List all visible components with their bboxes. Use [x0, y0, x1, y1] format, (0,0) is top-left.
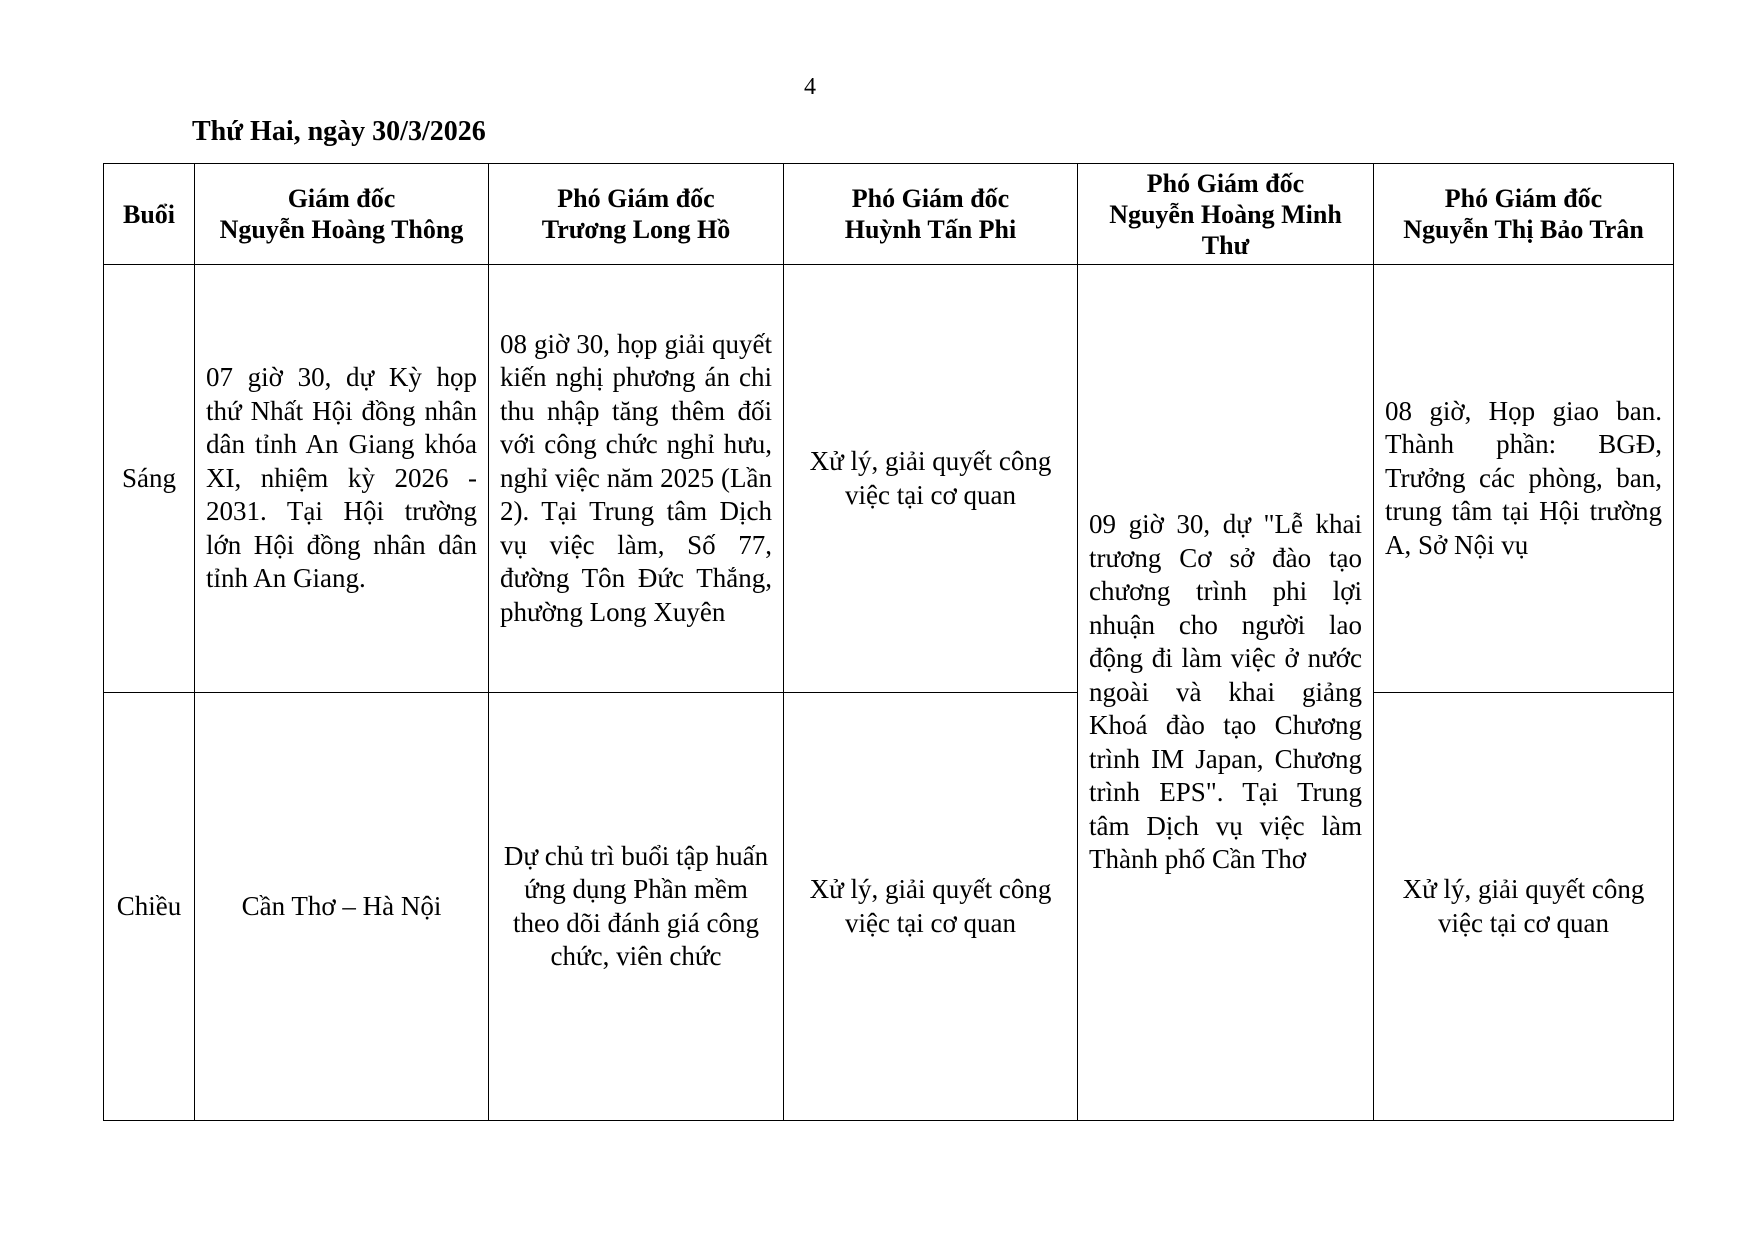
- morning-bao-tran-cell: 08 giờ, Họp giao ban. Thành phần: BGĐ, Trưởng các phòng, ban, trung tâm tại Hội trường A, Sở Nội vụ: [1374, 265, 1674, 693]
- header-pgd-bao-tran-title: Phó Giám đốc: [1444, 184, 1603, 213]
- session-morning: Sáng: [104, 265, 195, 693]
- schedule-table: [103, 163, 1674, 1121]
- morning-huynh-tan-phi-cell: Xử lý, giải quyết công việc tại cơ quan: [784, 265, 1078, 693]
- afternoon-huynh-tan-phi-cell: Xử lý, giải quyết công việc tại cơ quan: [784, 693, 1078, 1121]
- header-pgd-truong-long-ho: [489, 164, 784, 265]
- afternoon-bao-tran-cell: Xử lý, giải quyết công việc tại cơ quan: [1374, 693, 1674, 1121]
- header-giam-doc: [195, 164, 489, 265]
- header-pgd-minh-thu-title: Phó Giám đốc: [1146, 168, 1305, 198]
- header-session-label: Buổi: [122, 199, 176, 229]
- header-giam-doc-title: Giám đốc: [287, 184, 396, 213]
- afternoon-row: [104, 693, 1674, 1121]
- all-day-minh-thu-cell: [1078, 265, 1374, 1121]
- header-pgd-huynh-tan-phi-name: Huỳnh Tấn Phi: [844, 215, 1017, 244]
- afternoon-truong-long-ho-cell: Dự chủ trì buổi tập huấn ứng dụng Phần mềm theo dõi đánh giá công chức, viên chức: [489, 693, 784, 1121]
- header-pgd-bao-tran: [1374, 164, 1674, 265]
- session-afternoon: Chiều: [104, 693, 195, 1121]
- afternoon-giam-doc-cell: Cần Thơ – Hà Nội: [195, 693, 489, 1121]
- morning-row: [104, 265, 1674, 693]
- morning-truong-long-ho-cell: 08 giờ 30, họp giải quyết kiến nghị phương án chi thu nhập tăng thêm đối với công chức nghỉ hưu, nghỉ việc năm 2025 (Lần 2). Tại Trung tâm Dịch vụ việc làm, Số 77, đường Tôn Đức Thắng, phường Long Xuyên: [489, 265, 784, 693]
- page-number: 4: [804, 74, 816, 100]
- header-pgd-truong-long-ho-title: Phó Giám đốc: [557, 184, 715, 213]
- header-pgd-minh-thu-name: Nguyễn Hoàng Minh Thư: [1109, 199, 1342, 260]
- header-pgd-minh-thu: [1078, 164, 1374, 265]
- header-row: [104, 164, 1674, 265]
- header-pgd-huynh-tan-phi-title: Phó Giám đốc: [851, 184, 1010, 213]
- header-pgd-huynh-tan-phi: [784, 164, 1078, 265]
- all-day-minh-thu-text: 09 giờ 30, dự "Lễ khai trương Cơ sở đào tạo chương trình phi lợi nhuận cho người lao động đi làm việc ở nước ngoài và khai giảng Khoá đào tạo Chương trình IM Japan, Chương trình EPS". Tại Trung tâm Dịch vụ việc làm Thành phố Cần Thơ: [1089, 509, 1362, 875]
- date-heading: Thứ Hai, ngày 30/3/2026: [192, 116, 486, 147]
- header-session: [104, 164, 195, 265]
- header-pgd-truong-long-ho-name: Trương Long Hồ: [541, 215, 731, 244]
- morning-giam-doc-cell: 07 giờ 30, dự Kỳ họp thứ Nhất Hội đồng nhân dân tỉnh An Giang khóa XI, nhiệm kỳ 2026 - 2031. Tại Hội trường lớn Hội đồng nhân dân tỉnh An Giang.: [195, 265, 489, 693]
- header-pgd-bao-tran-name: Nguyễn Thị Bảo Trân: [1403, 215, 1644, 244]
- header-giam-doc-name: Nguyễn Hoàng Thông: [219, 215, 464, 244]
